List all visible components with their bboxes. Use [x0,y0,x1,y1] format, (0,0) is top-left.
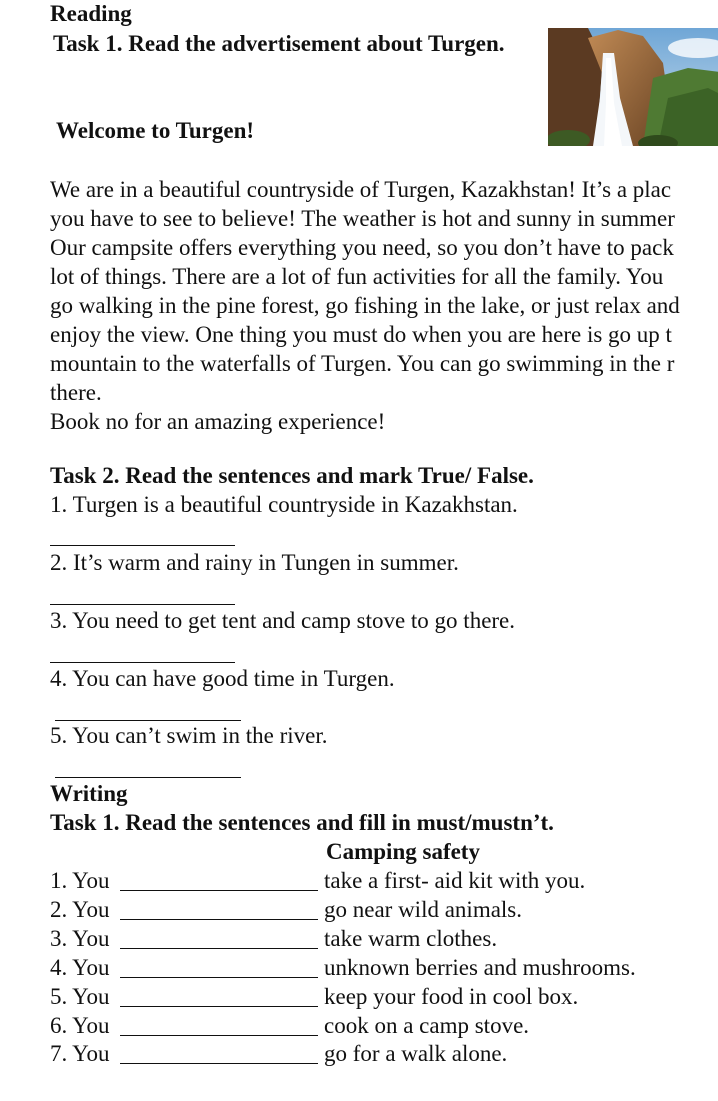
fill-blank[interactable] [120,1006,318,1007]
item-text: go near wild animals. [324,897,523,922]
item-prefix: 5. You [50,984,110,1009]
fill-blank[interactable] [120,1035,318,1036]
item-text: go for a walk alone. [324,1041,508,1066]
item-text: keep your food in cool box. [324,984,579,1009]
item-text: unknown berries and mushrooms. [324,955,636,980]
ad-line: you have to see to believe! The weather is hot and sunny in summer [50,206,675,231]
writing-heading: Writing [50,781,128,806]
ad-line: there. [50,380,102,405]
ad-title: Welcome to Turgen! [56,118,255,143]
ad-line: Our campsite offers everything you need, so you don’t have to pack [50,235,674,260]
reading-heading: Reading [50,1,132,26]
ad-line: We are in a beautiful countryside of Turgen, Kazakhstan! It’s a plac [50,177,672,202]
answer-blank-4[interactable] [55,720,241,721]
answer-blank-5[interactable] [55,777,241,778]
item-text: cook on a camp stove. [324,1013,530,1038]
statement-4: 4. You can have good time in Turgen. [50,666,395,691]
ad-line: lot of things. There are a lot of fun activities for all the family. You [50,264,664,289]
item-prefix: 6. You [50,1013,110,1038]
item-prefix: 3. You [50,926,110,951]
statement-1: 1. Turgen is a beautiful countryside in Kazakhstan. [50,492,518,517]
fill-blank[interactable] [120,948,318,949]
fill-blank[interactable] [120,1063,318,1064]
waterfall-photo [548,28,718,146]
writing-task1-title: Task 1. Read the sentences and fill in must/mustn’t. [50,810,554,835]
fill-blank[interactable] [120,919,318,920]
ad-line: mountain to the waterfalls of Turgen. You can go swimming in the r [50,351,675,376]
ad-line: go walking in the pine forest, go fishing in the lake, or just relax and [50,293,680,318]
item-prefix: 1. You [50,868,110,893]
fill-blank[interactable] [120,890,318,891]
ad-line: enjoy the view. One thing you must do when you are here is go up t [50,322,672,347]
item-prefix: 7. You [50,1041,110,1066]
reading-task2-title: Task 2. Read the sentences and mark True/ False. [50,463,534,488]
statement-5: 5. You can’t swim in the river. [50,723,328,748]
item-prefix: 2. You [50,897,110,922]
camping-safety-subtitle: Camping safety [326,839,480,864]
item-text: take a first- aid kit with you. [324,868,586,893]
advertisement-text [50,175,718,436]
item-prefix: 4. You [50,955,110,980]
reading-task1-title: Task 1. Read the advertisement about Turgen. [53,31,505,56]
answer-blank-1[interactable] [50,545,235,546]
statement-2: 2. It’s warm and rainy in Tungen in summer. [50,550,459,575]
fill-blank[interactable] [120,977,318,978]
item-text: take warm clothes. [324,926,498,951]
ad-line: Book no for an amazing experience! [50,409,386,434]
answer-blank-2[interactable] [50,604,235,605]
answer-blank-3[interactable] [50,662,235,663]
statement-3: 3. You need to get tent and camp stove to go there. [50,608,516,633]
